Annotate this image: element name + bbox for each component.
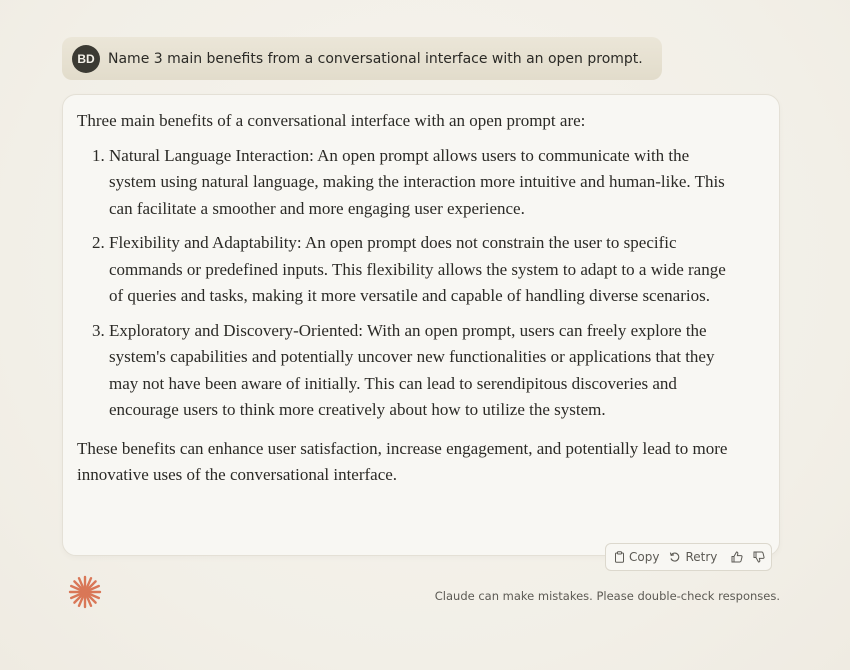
thumbs-down-button[interactable] [753,551,765,563]
benefits-list [77,143,739,424]
message-actions [605,543,772,571]
copy-button[interactable] [614,550,659,564]
clipboard-icon [614,551,625,563]
response-intro: Three main benefits of a conversational interface with an open prompt are: [77,111,586,130]
claude-logo-icon [68,575,102,609]
response-closing: These benefits can enhance user satisfaction, increase engagement, and potentially lead to more innovative uses of the conversational interface. [77,438,728,484]
thumbs-up-icon [731,551,743,563]
user-message [62,37,662,80]
thumbs-up-button[interactable] [731,551,743,563]
copy-label: Copy [629,550,660,564]
retry-label: Retry [685,550,718,564]
assistant-message [62,94,780,556]
retry-button[interactable] [669,550,717,564]
disclaimer-text: Claude can make mistakes. Please double-check responses. [434,589,780,603]
user-avatar[interactable]: BD [72,45,100,73]
assistant-response [77,108,765,489]
list-item: 3. Exploratory and Discovery-Oriented: With an open prompt, users can freely explore the system's capabilities and potentially uncover new functionalities or applications that they may not have been aware of initially. This can lead to serendipitous discoveries and encourage users to think more creatively about how to utilize the system. [109,318,739,424]
retry-icon [669,551,681,563]
thumbs-down-icon [753,551,765,563]
list-item: 1. Natural Language Interaction: An open prompt allows users to communicate with the system using natural language, making the interaction more intuitive and human-like. This can facilitate a smoother and more engaging user experience. [109,143,739,223]
user-message-text: Name 3 main benefits from a conversational interface with an open prompt. [108,50,643,67]
list-item: 2. Flexibility and Adaptability: An open prompt does not constrain the user to specific commands or predefined inputs. This flexibility allows the system to adapt to a wide range of queries and tasks, making it more versatile and capable of handling diverse scenarios. [109,230,739,310]
